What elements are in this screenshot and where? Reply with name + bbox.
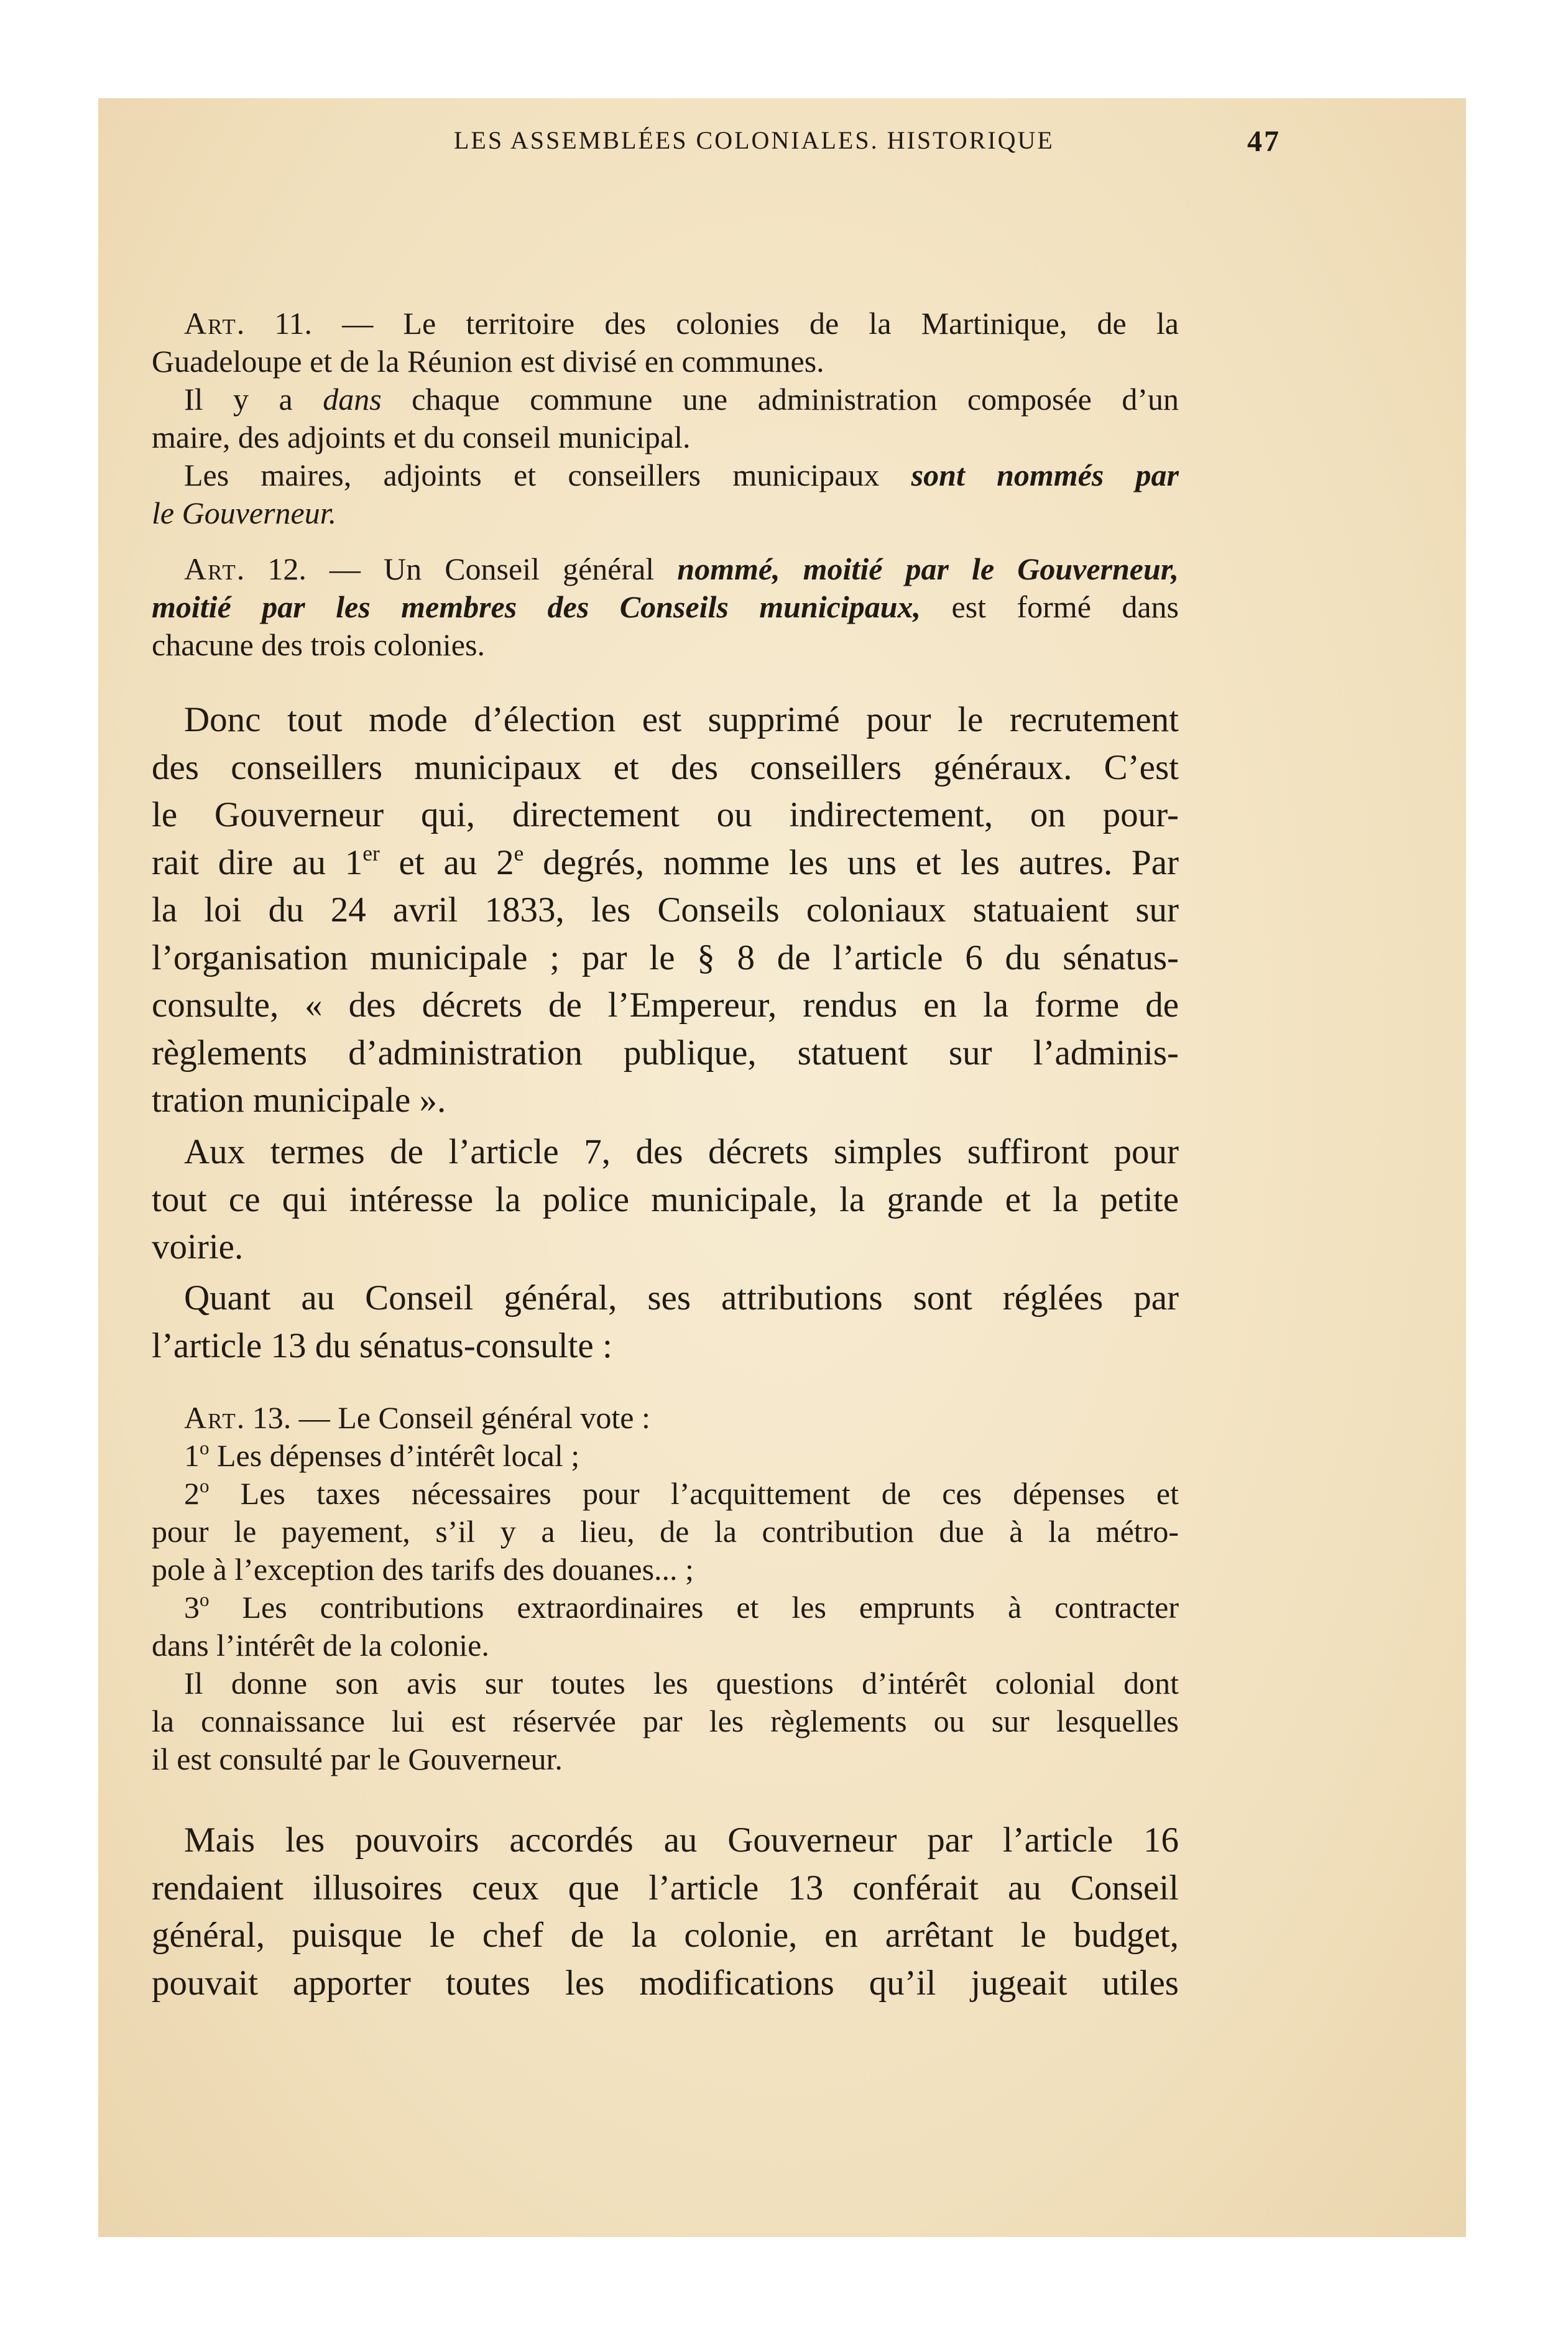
article-11-quote: [152, 305, 1179, 532]
text-line: Donc tout mode d’élection est supprimé pour le recrutement: [184, 700, 1179, 739]
article-13-quote: [152, 1399, 1179, 1778]
text-line: la connaissance lui est réservée par les règlements ou sur lesquelles: [152, 1704, 1179, 1738]
text-line: rait dire au 1er et au 2e degrés, nomme les uns et les autres. Par: [152, 841, 1179, 882]
page-header: [354, 118, 1281, 168]
text-line: Il donne son avis sur toutes les questions d’intérêt colonial dont: [184, 1666, 1179, 1701]
text-line: pouvait apporter toutes les modifications qu’il jugeait utiles: [152, 1963, 1179, 2003]
text-line: général, puisque le chef de la colonie, en arrêtant le budget,: [152, 1916, 1179, 1955]
text-line: Les maires, adjoints et conseillers municipaux sont nommés par: [184, 458, 1179, 492]
text-line: Guadeloupe et de la Réunion est divisé en communes.: [152, 344, 824, 379]
body-paragraph-4: [152, 1817, 1179, 2007]
text-line: des conseillers municipaux et des conseillers généraux. C’est: [152, 747, 1179, 787]
text-line: voirie.: [152, 1227, 244, 1267]
text-line: tout ce qui intéresse la police municipale, la grande et la petite: [152, 1179, 1179, 1219]
text-line: Art. 13. — Le Conseil général vote :: [184, 1400, 650, 1435]
text-line: Quant au Conseil général, ses attributions sont réglées par: [184, 1278, 1179, 1318]
text-line: Art. 12. — Un Conseil général nommé, moitié par le Gouverneur,: [184, 551, 1179, 586]
text-line: pole à l’exception des tarifs des douanes... ;: [152, 1552, 694, 1587]
text-line: dans l’intérêt de la colonie.: [152, 1628, 489, 1663]
body-paragraph-2: [152, 1128, 1179, 1271]
text-line: l’organisation municipale ; par le § 8 de l’article 6 du sénatus-: [152, 938, 1179, 977]
text-line: l’article 13 du sénatus-consulte :: [152, 1326, 612, 1365]
text-line: chacune des trois colonies.: [152, 627, 485, 662]
article-12-quote: [152, 550, 1179, 664]
text-line: il est consulté par le Gouverneur.: [152, 1742, 563, 1776]
text-line: Aux termes de l’article 7, des décrets simples suffiront pour: [184, 1132, 1179, 1171]
body-paragraph-1: [152, 696, 1179, 1125]
text-line: consulte, « des décrets de l’Empereur, rendus en la forme de: [152, 985, 1179, 1025]
text-line: le Gouverneur qui, directement ou indirectement, on pour-: [152, 795, 1179, 834]
running-title: LES ASSEMBLÉES COLONIALES. HISTORIQUE: [454, 126, 1054, 154]
text-line: Il y a dans chaque commune une administration composée d’un: [184, 382, 1179, 417]
text-line: Art. 11. — Le territoire des colonies de la Martinique, de la: [184, 306, 1179, 341]
text-line: rendaient illusoires ceux que l’article 13 conférait au Conseil: [152, 1868, 1179, 1908]
text-line: moitié par les membres des Conseils municipaux, est formé dans: [152, 589, 1179, 624]
text-line: le Gouverneur.: [152, 496, 337, 530]
list-item: 2$^o$ Les taxes nécessaires pour l’acquittement de ces dépenses et: [184, 1474, 1179, 1511]
text-line: Mais les pouvoirs accordés au Gouverneur par l’article 16: [184, 1821, 1179, 1860]
list-item: 3$^o$ Les contributions extraordinaires et les emprunts à contracter: [184, 1588, 1179, 1625]
body-paragraph-3: [152, 1275, 1179, 1370]
text-line: règlements d’administration publique, statuent sur l’adminis-: [152, 1033, 1179, 1073]
text-line: maire, des adjoints et du conseil municipal.: [152, 420, 691, 455]
list-item: 1$^o$ Les dépenses d’intérêt local ;: [184, 1436, 580, 1473]
text-line: pour le payement, s’il y a lieu, de la contribution due à la métro-: [152, 1514, 1179, 1549]
page-number: 47: [1247, 125, 1281, 158]
text-line: la loi du 24 avril 1833, les Conseils coloniaux statuaient sur: [152, 890, 1179, 930]
text-line: tration municipale ».: [152, 1081, 446, 1120]
